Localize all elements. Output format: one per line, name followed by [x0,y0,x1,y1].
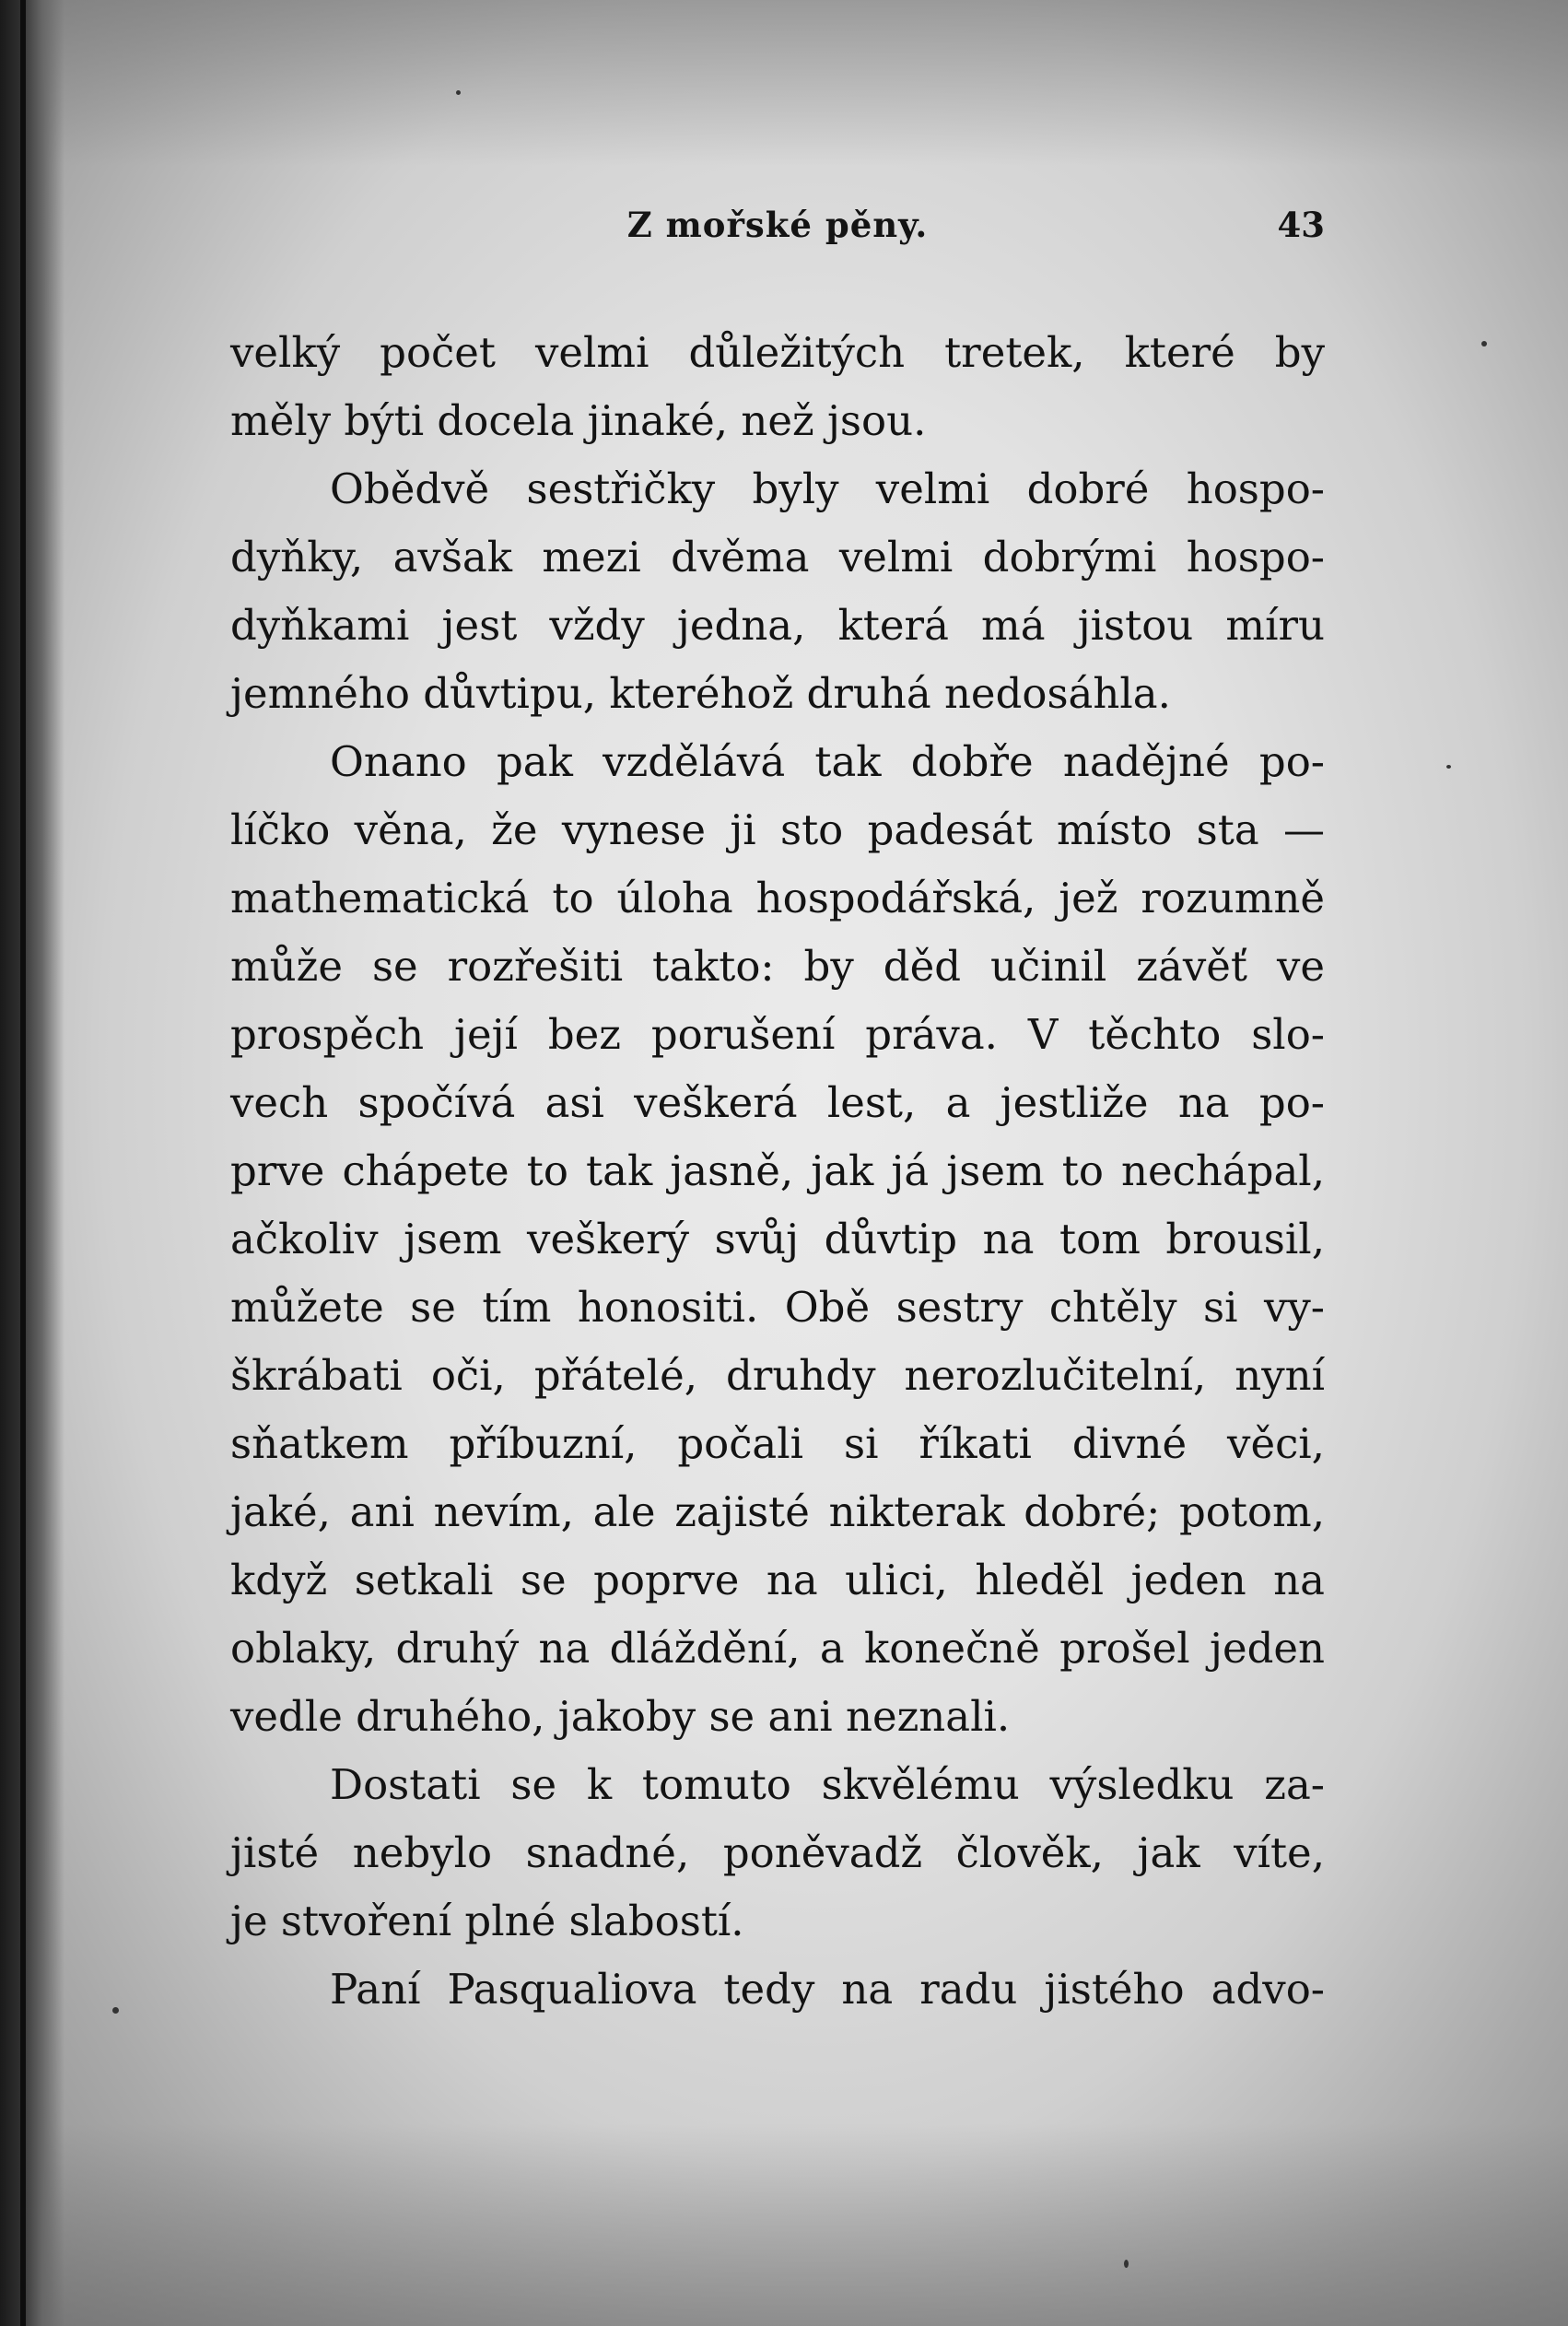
paper-speck [1481,341,1487,347]
text-line: prospěch její bez porušení práva. V těchto slo- [230,1010,1325,1059]
text-line: oblaky, druhý na dláždění, a konečně prošel jeden [230,1624,1325,1673]
text-line: jisté nebylo snadné, poněvadž člověk, jak víte, [230,1828,1325,1877]
text-line: dyňkami jest vždy jedna, která má jistou míru [230,601,1325,650]
text-line: vedle druhého, jakoby se ani neznali. [230,1692,1011,1741]
text-line: jaké, ani nevím, ale zajisté nikterak dobré; potom, [230,1487,1325,1536]
text-line: můžete se tím honositi. Obě sestry chtěly si vy- [230,1283,1325,1332]
text-line: Onano pak vzdělává tak dobře nadějné po- [330,737,1325,786]
book-binding-shadow [0,0,64,2326]
page-bottom-shading [0,2123,1568,2326]
text-line: prve chápete to tak jasně, jak já jsem to nechápal, [230,1146,1325,1195]
paper-speck [1124,2260,1129,2268]
page-header [230,205,1325,251]
text-line: dyňky, avšak mezi dvěma velmi dobrými hospo- [230,533,1325,582]
text-line: když setkali se poprve na ulici, hleděl jeden na [230,1556,1325,1604]
text-line: škrábati oči, přátelé, druhdy nerozlučitelní, nyní [230,1351,1325,1400]
text-line: sňatkem příbuzní, počali si říkati divné věci, [230,1419,1325,1468]
page-top-shading [0,0,1568,166]
text-line: vech spočívá asi veškerá lest, a jestliže na po- [230,1078,1325,1127]
paper-speck [456,90,461,95]
text-line: líčko věna, že vynese ji sto padesát místo sta — [230,805,1325,854]
text-line: ačkoliv jsem veškerý svůj důvtip na tom brousil, [230,1215,1325,1263]
book-binding-edge [20,0,26,2326]
text-line: měly býti docela jinaké, než jsou. [230,396,927,445]
text-line: Paní Pasqualiova tedy na radu jistého advo- [330,1965,1325,2014]
page-number: 43 [1277,205,1325,245]
running-title: Z mořské pěny. [626,205,929,245]
paper-speck [112,2007,119,2014]
text-line: jemného důvtipu, kteréhož druhá nedosáhla. [230,669,1171,718]
text-line: mathematická to úloha hospodářská, jež rozumně [230,874,1325,922]
text-line: je stvoření plné slabostí. [230,1897,744,1945]
text-line: velký počet velmi důležitých tretek, které by [230,328,1325,377]
text-line: Dostati se k tomuto skvělému výsledku za- [330,1760,1325,1809]
text-line: Obědvě sestřičky byly velmi dobré hospo- [330,464,1325,513]
paper-speck [1446,765,1451,769]
text-line: může se rozřešiti takto: by děd učinil závěť ve [230,942,1325,991]
body-text [230,319,1325,2024]
